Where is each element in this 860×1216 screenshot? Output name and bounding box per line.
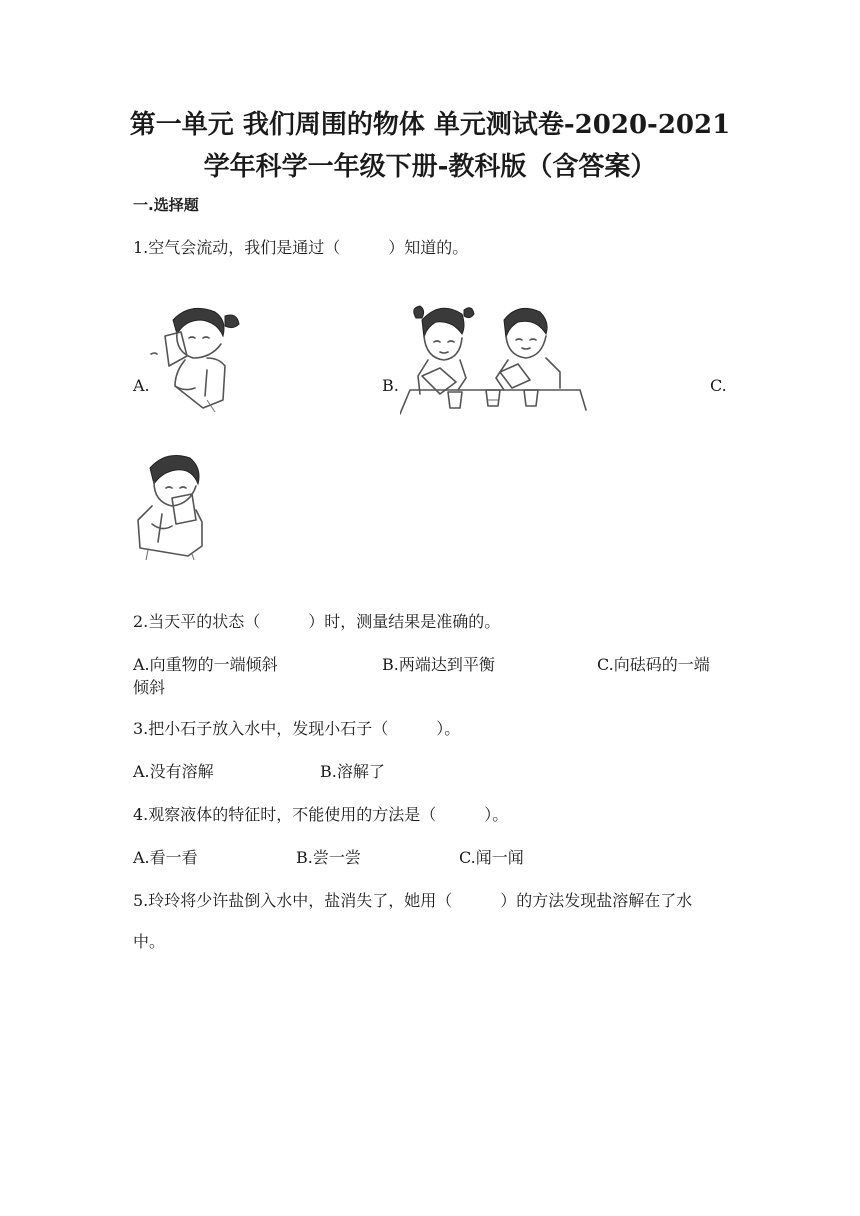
- question-2-option-c-wrap: 倾斜: [133, 678, 166, 697]
- question-4-text: 4.观察液体的特征时，不能使用的方法是（ ）。: [133, 805, 509, 824]
- question-1-text: 1.空气会流动，我们是通过（ ）知道的。: [133, 238, 469, 257]
- question-5-text-line-1: 5.玲玲将少许盐倒入水中，盐消失了，她用（ ）的方法发现盐溶解在了水: [133, 891, 693, 910]
- title-line-1: 第一单元 我们周围的物体 单元测试卷-2020-2021: [129, 110, 731, 140]
- question-1-option-b-label: B.: [382, 376, 399, 395]
- question-1-option-c-label: C.: [710, 376, 727, 395]
- question-4-option-a: A.看一看: [133, 848, 198, 867]
- question-3-text: 3.把小石子放入水中，发现小石子（ ）。: [133, 719, 461, 738]
- question-3-option-a: A.没有溶解: [133, 762, 214, 781]
- question-3-option-b: B.溶解了: [320, 762, 385, 781]
- girl-smelling-bag-illustration: [145, 300, 245, 415]
- question-2-option-b: B.两端达到平衡: [382, 655, 495, 674]
- two-children-pouring-cups-illustration: [400, 298, 588, 416]
- question-4-option-b: B.尝一尝: [296, 848, 361, 867]
- title-line-2: 学年科学一年级下册-教科版（含答案）: [203, 152, 657, 182]
- section-heading: 一.选择题: [133, 196, 199, 214]
- boy-smelling-bag-illustration: [132, 450, 224, 562]
- question-2-option-a: A.向重物的一端倾斜: [133, 655, 278, 674]
- page-title: [100, 104, 760, 188]
- question-4-option-c: C.闻一闻: [459, 848, 524, 867]
- question-5-text-line-2: 中。: [133, 932, 166, 951]
- question-1-option-a-label: A.: [133, 376, 150, 395]
- question-2-text: 2.当天平的状态（ ）时，测量结果是准确的。: [133, 612, 501, 631]
- question-2-option-c: C.向砝码的一端: [597, 655, 710, 674]
